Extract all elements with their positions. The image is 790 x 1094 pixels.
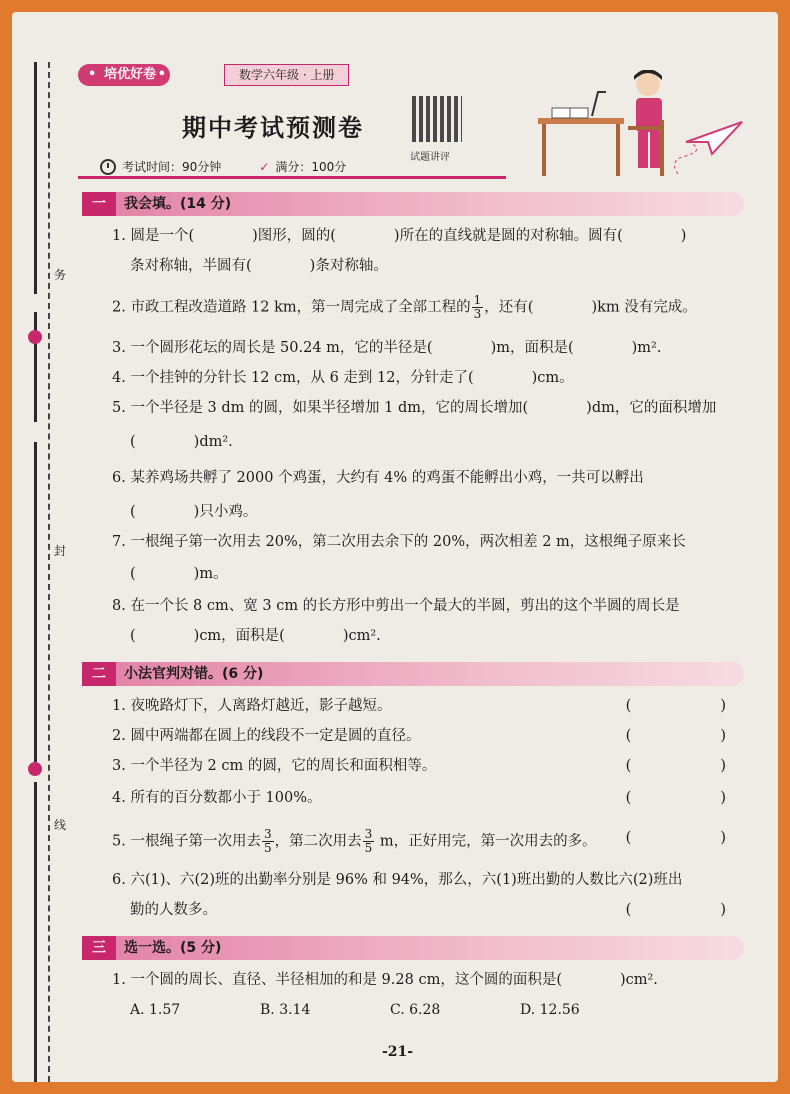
choice-options [130, 1002, 690, 1018]
page-title: 期中考试预测卷 [182, 114, 364, 142]
fraction-denominator: 5 [263, 841, 272, 855]
section-title: 我会填。(14 分) [124, 196, 232, 212]
fraction-denominator: 3 [473, 307, 482, 321]
grade-label: 数学六年级 · 上册 [224, 64, 349, 86]
judge-question-6-cont [130, 900, 746, 920]
answer-paren[interactable]: ( ) [625, 728, 746, 744]
student-desk-illustration [528, 70, 748, 180]
judge-question-3 [112, 756, 746, 776]
judge-question-1 [112, 696, 746, 716]
exam-time: 考试时间：90分钟 [122, 160, 222, 174]
fill-question-6-cont: ( )只小鸡。 [130, 504, 258, 520]
fraction-numerator: 3 [364, 827, 373, 841]
clock-icon [100, 159, 116, 175]
binding-char: 务 [54, 268, 67, 282]
fill-question-4: 4. 一个挂钟的分针长 12 cm，从 6 走到 12，分针走了( )cm。 [112, 370, 574, 386]
fraction [363, 828, 375, 855]
judge-question-6: 6. 六(1)、六(2)班的出勤率分别是 96% 和 94%，那么，六(1)班出勤的人数比六(2)班出 [112, 872, 683, 888]
binding-solid-line [34, 782, 37, 1082]
full-score: 满分：100分 [275, 160, 347, 174]
section-number: 一 [82, 192, 116, 216]
binding-margin [32, 62, 67, 1082]
qr-code-icon[interactable] [412, 96, 462, 142]
option-b[interactable]: B. 3.14 [260, 1002, 311, 1018]
option-a[interactable]: A. 1.57 [130, 1002, 181, 1018]
question-text: ，还有( )km 没有完成。 [484, 299, 697, 316]
fill-question-7: 7. 一根绳子第一次用去 20%，第二次用去余下的 20%，两次相差 2 m，这根绳子原来长 [112, 534, 686, 550]
question-text: m，正好用完，第一次用去的多。 [375, 833, 597, 850]
fraction-denominator: 5 [364, 841, 373, 855]
fill-question-3: 3. 一个圆形花坛的周长是 50.24 m，它的半径是( )m，面积是( )m². [112, 340, 662, 356]
question-text: 2. 市政工程改造道路 12 km，第一周完成了全部工程的 [112, 299, 471, 316]
fill-question-1-cont: 条对称轴，半圆有( )条对称轴。 [130, 258, 388, 274]
question-text: 3. 一个半径为 2 cm 的圆，它的周长和面积相等。 [112, 758, 437, 774]
answer-paren[interactable]: ( ) [625, 758, 746, 774]
binding-solid-line [34, 312, 37, 422]
fill-question-5: 5. 一个半径是 3 dm 的圆，如果半径增加 1 dm，它的周长增加( )dm，它的面积增加 [112, 400, 717, 416]
judge-question-5 [112, 828, 746, 855]
section-header-judge [82, 662, 744, 686]
fraction [472, 294, 484, 321]
judge-question-4 [112, 788, 746, 808]
page-number: -21- [382, 1044, 414, 1060]
section-title: 选一选。(5 分) [124, 940, 222, 956]
exam-paper [12, 12, 778, 1082]
exam-meta [100, 158, 346, 175]
fill-question-5-cont: ( )dm². [130, 434, 233, 450]
fill-question-8-cont: ( )cm，面积是( )cm². [130, 628, 381, 644]
section-number: 二 [82, 662, 116, 686]
check-icon: ✓ [259, 159, 270, 174]
header-underline [78, 176, 506, 179]
question-text: ，第二次用去 [274, 833, 362, 850]
fill-question-7-cont: ( )m。 [130, 566, 228, 582]
answer-paren[interactable]: ( ) [625, 830, 746, 846]
judge-question-2 [112, 726, 746, 746]
question-text: 1. 夜晚路灯下，人离路灯越近，影子越短。 [112, 698, 392, 714]
binding-char: 线 [54, 818, 67, 832]
answer-paren[interactable]: ( ) [625, 790, 746, 806]
fraction [262, 828, 274, 855]
question-text: 5. 一根绳子第一次用去 [112, 833, 261, 850]
fill-question-6: 6. 某养鸡场共孵了 2000 个鸡蛋，大约有 4% 的鸡蛋不能孵出小鸡，一共可以孵出 [112, 470, 644, 486]
binding-solid-line [34, 442, 37, 762]
fraction-numerator: 3 [263, 827, 272, 841]
fill-question-1: 1. 圆是一个( )图形，圆的( )所在的直线就是圆的对称轴。圆有( ) [112, 228, 687, 244]
answer-paren[interactable]: ( ) [625, 902, 746, 918]
question-text: 4. 所有的百分数都小于 100%。 [112, 790, 322, 806]
binding-dashed-line [48, 62, 50, 1082]
binding-dot-marker [28, 762, 42, 776]
answer-paren[interactable]: ( ) [625, 698, 746, 714]
option-c[interactable]: C. 6.28 [390, 1002, 441, 1018]
question-text: 勤的人数多。 [130, 902, 217, 918]
exam-header [78, 64, 758, 184]
qr-label: 试题讲评 [410, 152, 450, 163]
fill-question-8: 8. 在一个长 8 cm、宽 3 cm 的长方形中剪出一个最大的半圆，剪出的这个半圆的周长是 [112, 598, 680, 614]
section-title: 小法官判对错。(6 分) [124, 666, 264, 682]
fill-question-2 [112, 294, 746, 321]
fraction-numerator: 1 [473, 293, 482, 307]
binding-char: 封 [54, 544, 67, 558]
section-number: 三 [82, 936, 116, 960]
binding-solid-line [34, 62, 37, 294]
section-header-fill [82, 192, 744, 216]
section-header-choice [82, 936, 744, 960]
choice-question-1: 1. 一个圆的周长、直径、半径相加的和是 9.28 cm，这个圆的面积是( )cm². [112, 972, 658, 988]
series-tag: • 培优好卷 • [78, 64, 170, 86]
question-text: 2. 圆中两端都在圆上的线段不一定是圆的直径。 [112, 728, 421, 744]
option-d[interactable]: D. 12.56 [520, 1002, 580, 1018]
binding-dot-marker [28, 330, 42, 344]
